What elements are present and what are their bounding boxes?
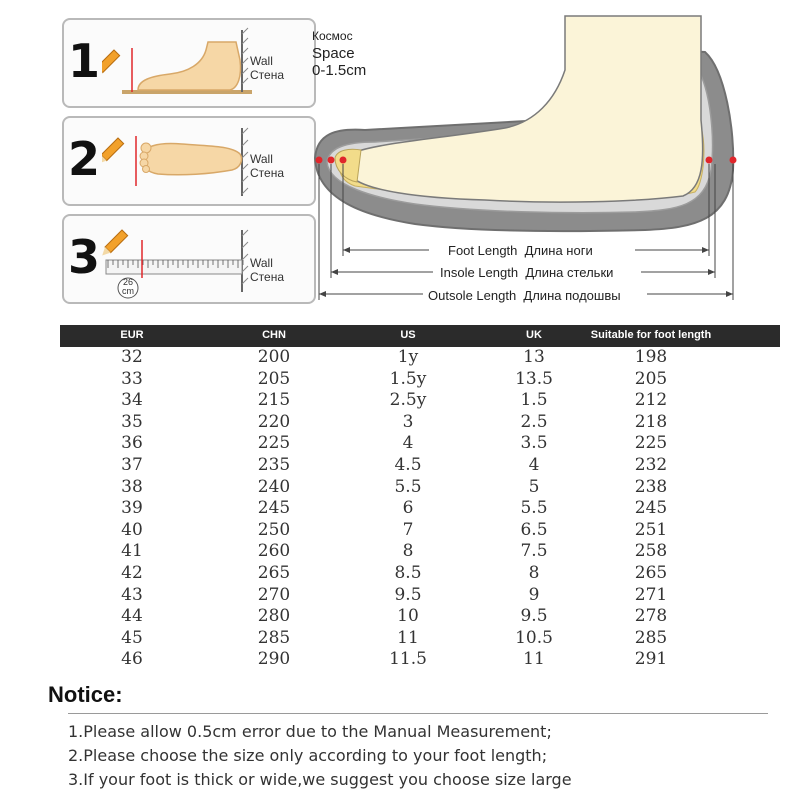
cell-uk: 4 — [528, 454, 540, 475]
outsole-length-label: Outsole Length Длина подошвы — [428, 288, 621, 303]
wall-label: Wall Стена — [250, 152, 285, 180]
header-eur: EUR — [120, 329, 144, 341]
cell-us: 9.5 — [394, 584, 422, 605]
cell-chn: 290 — [257, 649, 291, 670]
cell-chn: 200 — [257, 347, 291, 367]
cell-uk: 5.5 — [520, 498, 548, 519]
cell-foot-length: 218 — [634, 411, 668, 432]
cell-eur: 34 — [121, 390, 143, 411]
cell-chn: 240 — [257, 476, 291, 497]
cell-eur: 35 — [121, 411, 143, 432]
size-table-body — [60, 347, 780, 671]
cell-uk: 13 — [523, 347, 545, 367]
cell-eur: 44 — [121, 606, 143, 627]
cell-eur: 33 — [121, 368, 143, 389]
table-row — [60, 477, 780, 499]
table-row — [60, 649, 780, 671]
cell-eur: 46 — [121, 649, 143, 670]
cell-uk: 7.5 — [520, 541, 548, 562]
cell-us: 1y — [397, 347, 419, 367]
table-row — [60, 498, 780, 520]
cell-chn: 235 — [257, 454, 291, 475]
wall-label: Wall Стена — [250, 54, 285, 82]
notice-item-1: 1.Please allow 0.5cm error due to the Manual Measurement; — [68, 722, 552, 741]
header-us: US — [400, 329, 416, 341]
cell-foot-length: 232 — [634, 454, 668, 475]
cell-foot-length: 225 — [634, 433, 668, 454]
table-row — [60, 412, 780, 434]
table-row — [60, 520, 780, 542]
cell-uk: 2.5 — [520, 411, 548, 432]
foot-length-label: Foot Length Длина ноги — [448, 243, 593, 258]
cell-chn: 285 — [257, 627, 291, 648]
cell-eur: 45 — [121, 627, 143, 648]
header-uk: UK — [526, 329, 542, 341]
insole-length-label: Insole Length Длина стельки — [440, 265, 614, 280]
notice-item-3: 3.If your foot is thick or wide,we suggest you choose size large — [68, 770, 572, 789]
cell-us: 11.5 — [389, 649, 427, 670]
cell-us: 5.5 — [394, 476, 422, 497]
ruler-reading: 26 cm — [122, 277, 134, 296]
cell-eur: 43 — [121, 584, 143, 605]
table-row — [60, 628, 780, 650]
space-label-ru: Космос — [312, 29, 353, 43]
cell-us: 2.5y — [389, 390, 427, 411]
cell-foot-length: 258 — [634, 541, 668, 562]
step-3-number: 3 — [68, 230, 101, 284]
cell-chn: 265 — [257, 562, 291, 583]
notice-divider — [68, 713, 768, 714]
cell-eur: 38 — [121, 476, 143, 497]
cell-foot-length: 278 — [634, 606, 668, 627]
step-1-number: 1 — [68, 34, 101, 88]
space-value: 0-1.5cm — [312, 62, 367, 79]
cell-uk: 5 — [528, 476, 540, 497]
cell-us: 11 — [397, 627, 419, 648]
cell-foot-length: 291 — [634, 649, 668, 670]
cell-foot-length: 245 — [634, 498, 668, 519]
table-row — [60, 606, 780, 628]
cell-uk: 8 — [528, 562, 540, 583]
table-row — [60, 585, 780, 607]
space-annotation — [312, 28, 366, 79]
table-row — [60, 433, 780, 455]
cell-uk: 9.5 — [520, 606, 548, 627]
cell-eur: 32 — [121, 347, 143, 367]
cell-us: 8.5 — [394, 562, 422, 583]
cell-uk: 10.5 — [515, 627, 553, 648]
size-table-header — [60, 325, 780, 347]
table-row — [60, 455, 780, 477]
cell-chn: 220 — [257, 411, 291, 432]
cell-us: 6 — [402, 498, 414, 519]
cell-uk: 1.5 — [520, 390, 548, 411]
cell-chn: 225 — [257, 433, 291, 454]
foot-top-illustration — [102, 118, 272, 204]
table-row — [60, 347, 780, 369]
cell-uk: 6.5 — [520, 519, 548, 540]
cell-uk: 11 — [523, 649, 545, 670]
cell-eur: 36 — [121, 433, 143, 454]
cell-foot-length: 238 — [634, 476, 668, 497]
cell-foot-length: 205 — [634, 368, 668, 389]
cell-chn: 245 — [257, 498, 291, 519]
notice-title: Notice: — [48, 682, 123, 707]
step-1-panel — [62, 18, 316, 108]
table-row — [60, 369, 780, 391]
cell-chn: 215 — [257, 390, 291, 411]
table-row — [60, 390, 780, 412]
cell-us: 4.5 — [394, 454, 422, 475]
cell-eur: 37 — [121, 454, 143, 475]
cell-us: 1.5y — [389, 368, 427, 389]
step-3-panel — [62, 214, 316, 304]
cell-foot-length: 198 — [634, 347, 668, 367]
cell-eur: 41 — [121, 541, 143, 562]
cell-eur: 42 — [121, 562, 143, 583]
table-row — [60, 541, 780, 563]
step-2-panel — [62, 116, 316, 206]
step-2-number: 2 — [68, 132, 101, 186]
cell-uk: 3.5 — [520, 433, 548, 454]
cell-uk: 9 — [528, 584, 540, 605]
cell-foot-length: 265 — [634, 562, 668, 583]
cell-us: 7 — [402, 519, 414, 540]
cell-us: 4 — [402, 433, 414, 454]
header-foot-length: Suitable for foot length — [590, 329, 712, 341]
cell-eur: 40 — [121, 519, 143, 540]
cell-chn: 270 — [257, 584, 291, 605]
foot-side-illustration — [102, 20, 272, 106]
wall-label: Wall Стена — [250, 256, 285, 284]
cell-foot-length: 285 — [634, 627, 668, 648]
cell-us: 3 — [402, 411, 414, 432]
cell-us: 8 — [402, 541, 414, 562]
cell-foot-length: 271 — [634, 584, 668, 605]
cell-chn: 250 — [257, 519, 291, 540]
cell-eur: 39 — [121, 498, 143, 519]
cell-foot-length: 212 — [634, 390, 668, 411]
cell-chn: 280 — [257, 606, 291, 627]
table-row — [60, 563, 780, 585]
cell-chn: 205 — [257, 368, 291, 389]
notice-item-2: 2.Please choose the size only according to your foot length; — [68, 746, 548, 765]
cell-foot-length: 251 — [634, 519, 668, 540]
cell-us: 10 — [397, 606, 419, 627]
cell-chn: 260 — [257, 541, 291, 562]
space-label-en: Space — [312, 45, 355, 62]
cell-uk: 13.5 — [515, 368, 553, 389]
header-chn: CHN — [262, 329, 286, 341]
